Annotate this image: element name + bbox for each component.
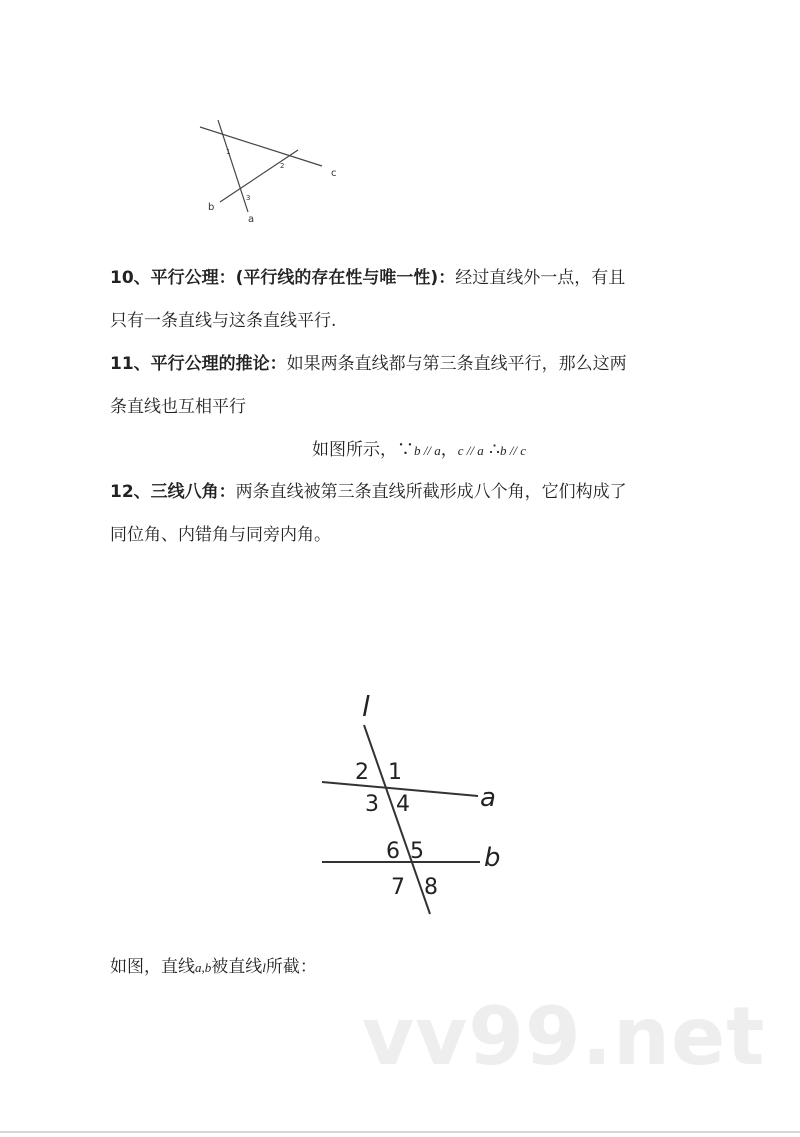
var-a: a [477,443,484,458]
caption-middle: 被直线 [211,957,263,977]
parallel-symbol: // [506,443,521,458]
var-b: b [414,443,421,458]
var-a: a [434,443,441,458]
s11-example-prefix: 如图所示，∵ [312,440,414,460]
s10-text2: 只有一条直线与这条直线平行. [110,311,337,331]
comma: ， [440,440,458,460]
s12-text2: 同位角、内错角与同旁内角。 [110,525,331,545]
angle-5: 5 [410,839,424,864]
label-a: a [480,783,496,813]
line-label-a: a [248,214,255,225]
angle-6: 6 [386,839,400,864]
label-b: b [484,843,501,873]
s12-line2 [110,523,331,547]
s11-title: 11、平行公理的推论： [110,354,287,374]
s10-title: 10、平行公理：(平行线的存在性与唯一性)： [110,268,456,288]
angle-7: 7 [391,875,405,900]
caption-suffix: 所截： [265,957,317,977]
var-c: c [520,443,526,458]
angle-4: 4 [396,792,410,817]
s11-text2: 条直线也互相平行 [110,397,246,417]
line-label-b: b [208,202,215,213]
therefore-symbol: ∴ [483,440,500,460]
figure-caption [110,955,317,980]
s11-line2 [110,395,246,419]
angle-1: 1 [388,760,402,785]
s12-line1 [110,480,627,504]
s10-text1: 经过直线外一点，有且 [455,268,626,288]
angle-2: 2 [355,760,369,785]
s10-line2 [110,309,336,333]
figure-three-lines [190,112,360,227]
s10-line1 [110,266,625,290]
angle-label-3: 3 [246,194,251,202]
angle-8: 8 [424,875,438,900]
caption-l: l [262,960,266,975]
caption-prefix: 如图，直线 [110,957,195,977]
var-b: b [499,443,507,458]
line-c [200,127,322,166]
parallel-symbol: // [463,443,478,458]
parallel-symbol: // [420,443,435,458]
s12-text1: 两条直线被第三条直线所截形成八个角，它们构成了 [235,482,627,502]
caption-vars: a,b [195,960,212,975]
s11-example [312,438,526,463]
line-label-c: c [331,168,337,179]
s12-title: 12、三线八角： [110,482,236,502]
angle-label-2: 2 [280,162,285,170]
line-b [220,150,298,202]
line-a [218,120,251,212]
s11-line1 [110,352,627,376]
label-l: l [362,690,370,723]
angle-3: 3 [365,792,379,817]
page-bottom-divider [0,1131,800,1133]
var-c: c [457,443,464,458]
figure-transversal [310,680,530,920]
angle-label-1: 1 [226,148,231,156]
watermark: vv99.net [362,990,766,1083]
s11-text1: 如果两条直线都与第三条直线平行，那么这两 [286,354,627,374]
